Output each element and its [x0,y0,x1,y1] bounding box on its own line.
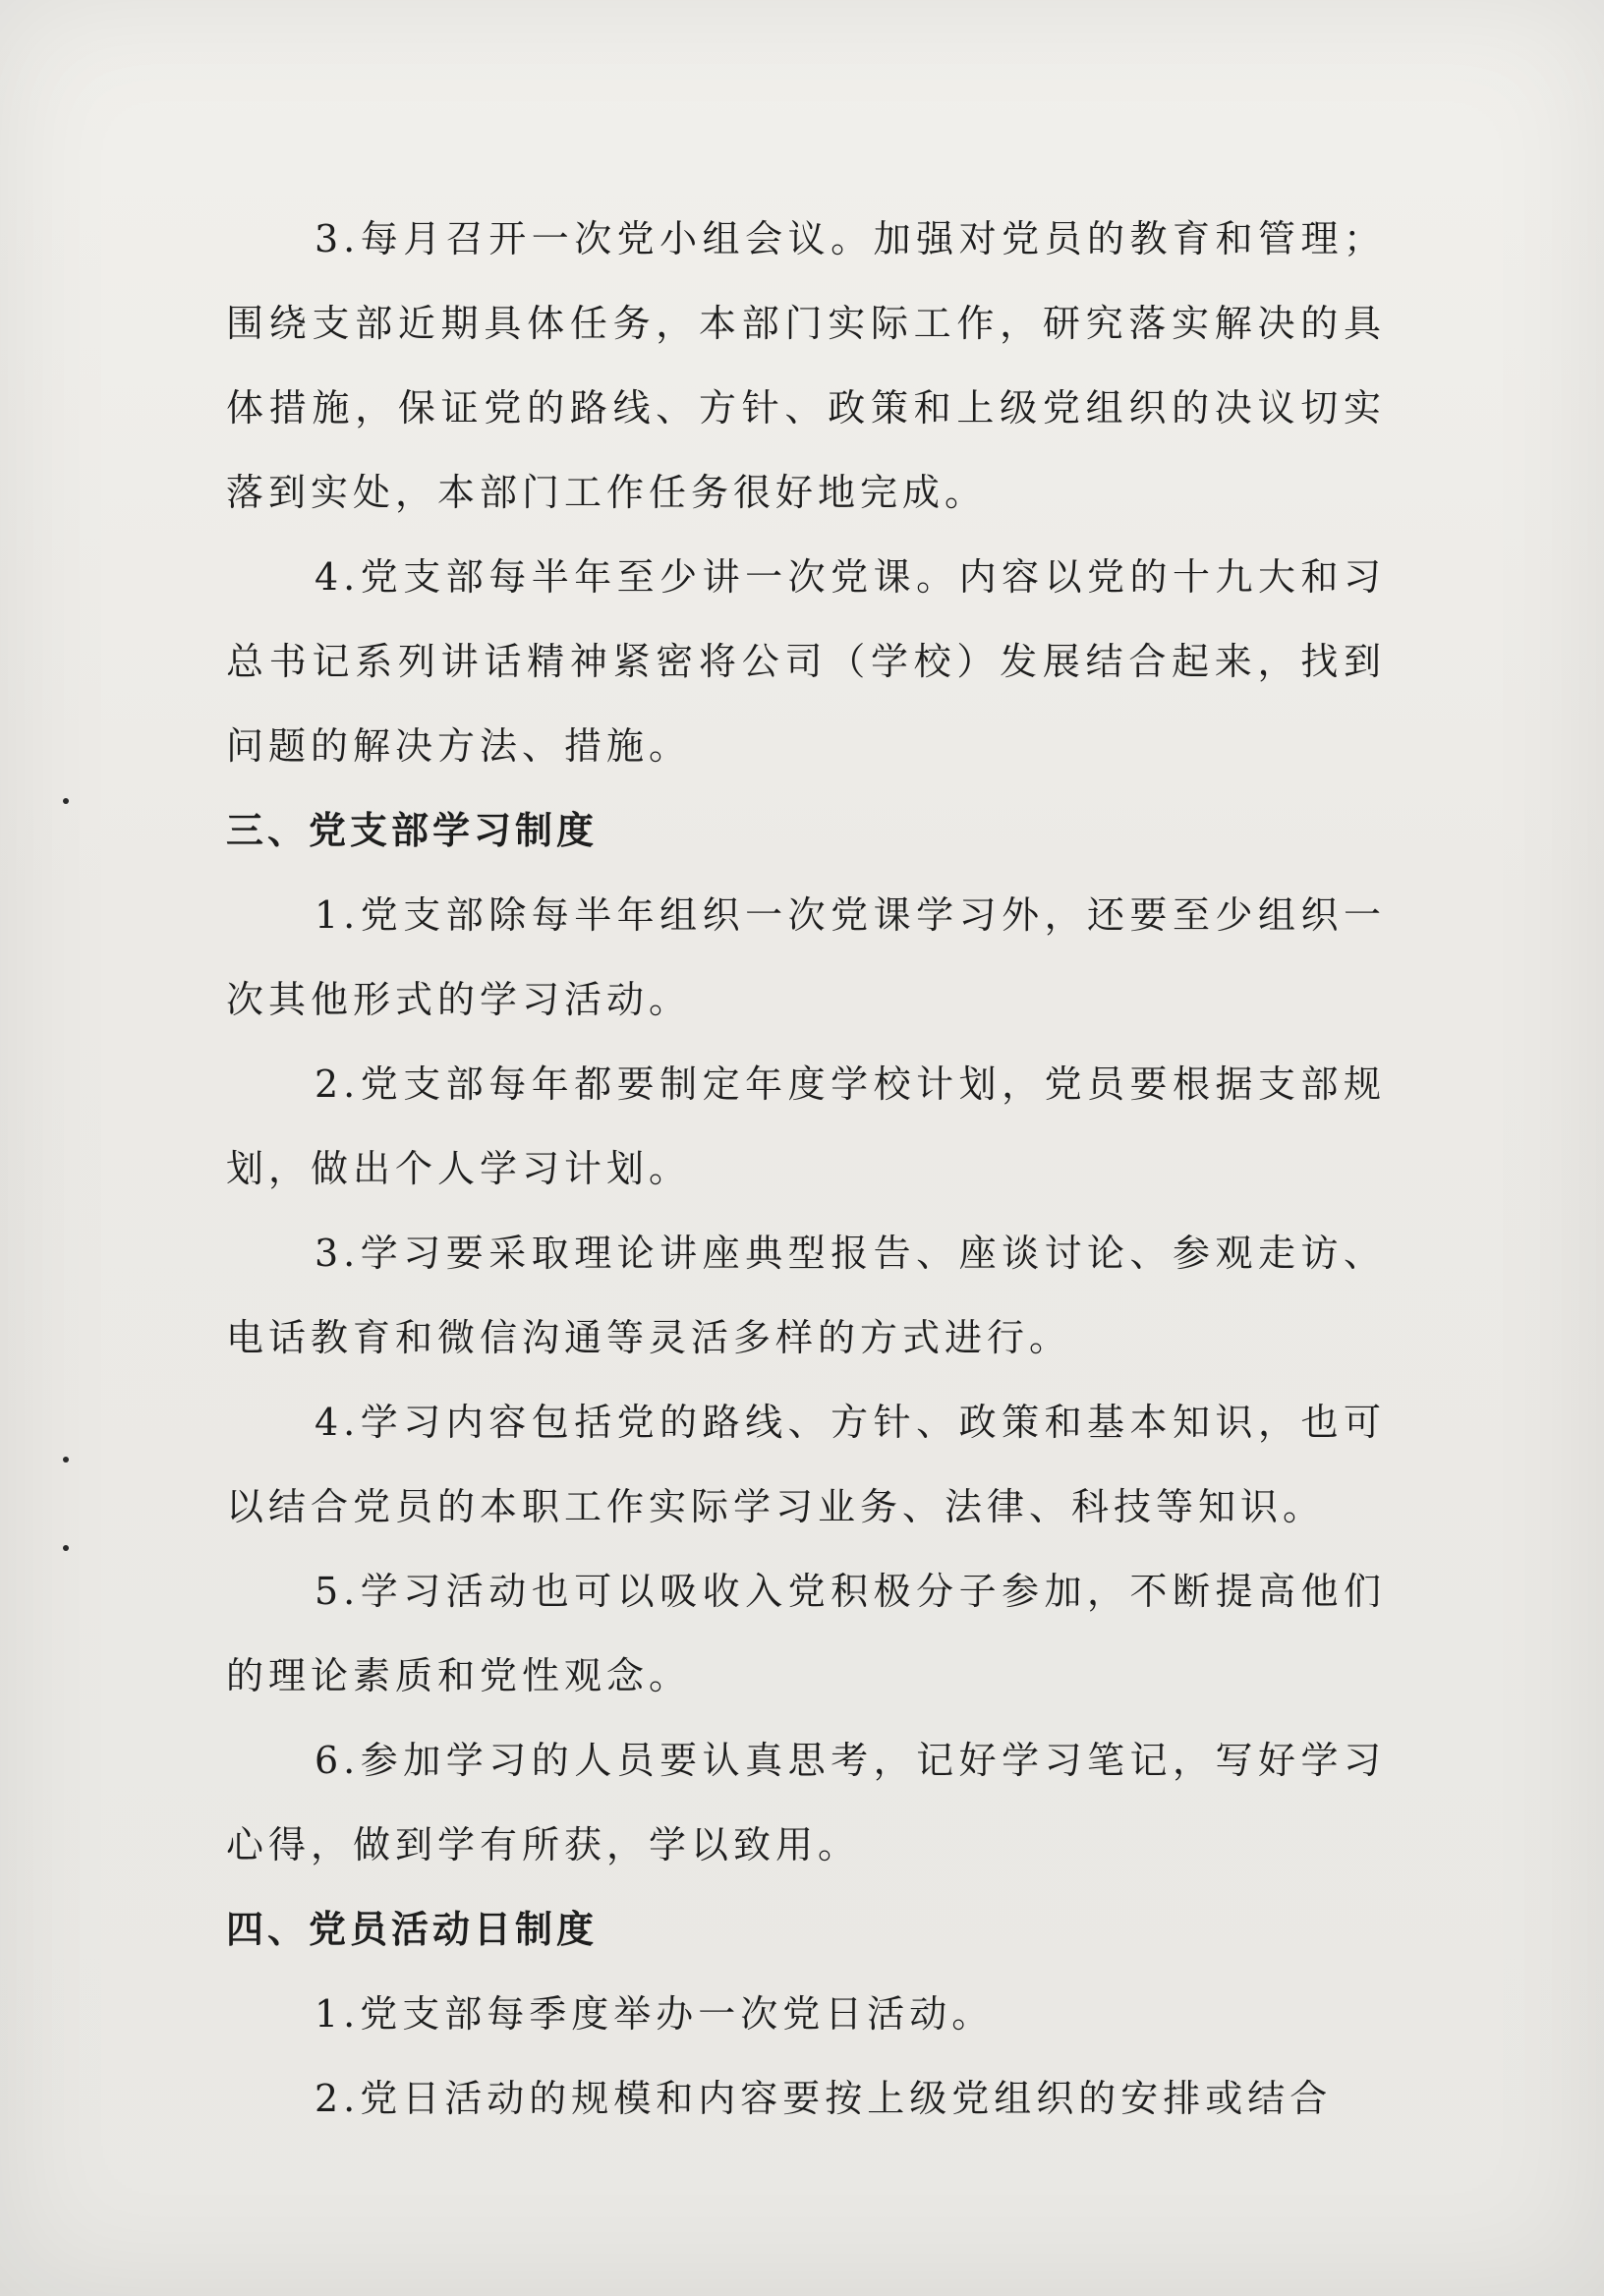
punch-mark [63,798,69,804]
punch-mark [63,1457,69,1463]
section-heading-study-system: 三、党支部学习制度 [226,809,599,852]
study-item-1: 1.党支部除每半年组织一次党课学习外，还要至少组织一次其他形式的学习活动。 [226,893,1386,1021]
study-item-3: 3.学习要采取理论讲座典型报告、座谈讨论、参观走访、电话教育和微信沟通等灵活多样的方式进行。 [226,1232,1386,1359]
paragraph-party-group-meeting: 3.每月召开一次党小组会议。加强对党员的教育和管理；围绕支部近期具体任务，本部门实际工作，研究落实解决的具体措施，保证党的路线、方针、政策和上级党组织的决议切实落到实处，本部门工作任务很好地完成。 [226,217,1386,514]
section-heading-activity-day: 四、党员活动日制度 [226,1908,599,1951]
activity-item-2: 2.党日活动的规模和内容要按上级党组织的安排或结合 [315,2077,1333,2120]
activity-item-1: 1.党支部每季度举办一次党日活动。 [315,1992,995,2036]
study-item-2: 2.党支部每年都要制定年度学校计划，党员要根据支部规划，做出个人学习计划。 [226,1062,1386,1190]
punch-mark [63,1545,69,1551]
study-item-5: 5.学习活动也可以吸收入党积极分子参加，不断提高他们的理论素质和党性观念。 [226,1570,1386,1697]
paragraph-party-lecture: 4.党支部每半年至少讲一次党课。内容以党的十九大和习总书记系列讲话精神紧密将公司（学校）发展结合起来，找到问题的解决方法、措施。 [226,555,1386,768]
study-item-6: 6.参加学习的人员要认真思考，记好学习笔记，写好学习心得，做到学有所获，学以致用。 [226,1739,1386,1866]
document-body [226,197,1386,2141]
study-item-4: 4.学习内容包括党的路线、方针、政策和基本知识，也可以结合党员的本职工作实际学习业务、法律、科技等知识。 [226,1401,1386,1528]
